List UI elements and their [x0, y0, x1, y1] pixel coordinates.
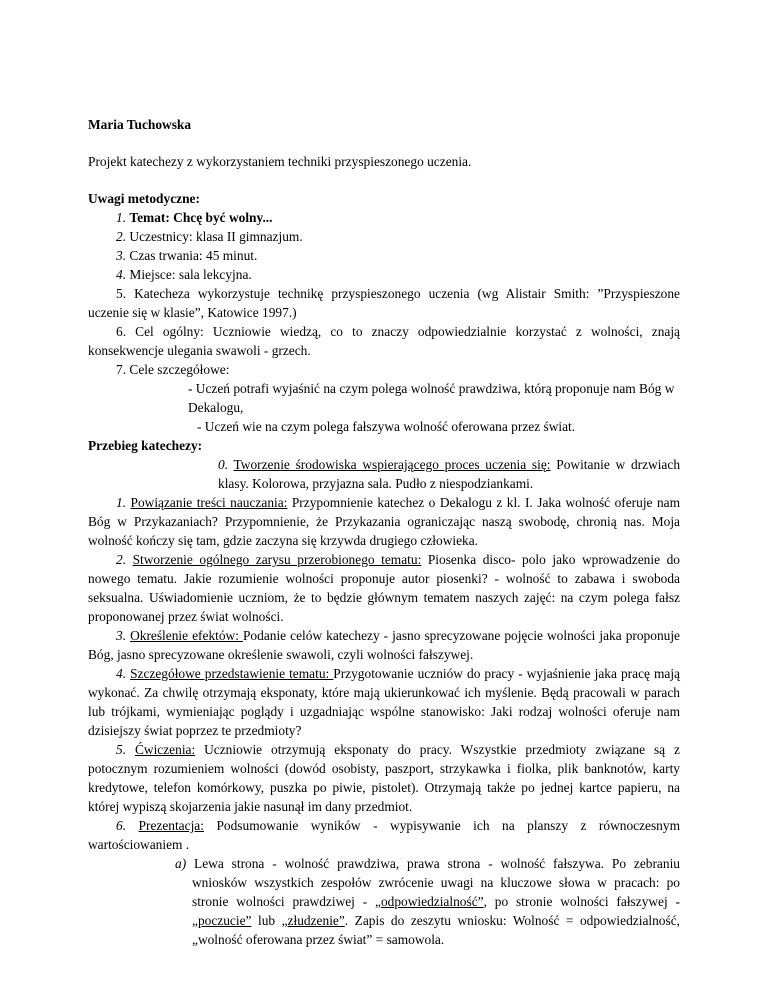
note-7: 7. Cele szczegółowe:	[116, 362, 230, 377]
step-0: 0. Tworzenie środowiska wspierającego proces uczenia się: Powitanie w drzwiach klasy. Kolorowa, przyjazna sala. Pudło z niespodziankami.	[218, 457, 681, 491]
goal-2: - Uczeń wie na czym polega fałszywa wolność oferowana przez świat.	[197, 419, 576, 434]
course-heading: Przebieg katechezy:	[88, 438, 203, 453]
step-1: 1. Powiązanie treści nauczania: Przypomnienie katechez o Dekalogu z kl. I. Jaka wolność oferuje nam Bóg w Przykazaniach? Przypomnienie, że Przykazania ograniczając naszą swobodę, chronią nas. Moja wolność kończy się tam, gdzie zaczyna się krzywda drugiego człowieka.	[88, 495, 680, 548]
notes-heading: Uwagi metodyczne:	[88, 191, 200, 206]
sub-item-a: a) Lewa strona - wolność prawdziwa, prawa strona - wolność fałszywa. Po zebraniu wniosków wszystkich zespołów zwrócenie uwagi na kluczowe słowa w pracach: po stronie wolności prawdziwej - „odpowiedzialność”, po stronie wolności fałszywej - „poczucie” lub „złudzenie”. Zapis do zeszytu wniosku: Wolność = odpowiedzialność, „wolność oferowana przez świat” = samowola.	[175, 856, 681, 947]
note-6: 6. Cel ogólny: Uczniowie wiedzą, co to znaczy odpowiedzialnie korzystać z wolności, znają konsekwencje ulegania swawoli - grzech.	[88, 324, 680, 358]
step-2: 2. Stworzenie ogólnego zarysu przerobionego tematu: Piosenka disco- polo jako wprowadzenie do nowego tematu. Jakie rozumienie wolności proponuje autor piosenki? - wolność to zabawa i swoboda seksualna. Uświadomienie uczniom, że to będzie głównym tematem naszych zajęć: na czym polega fałsz proponowanej przez świat wolności.	[88, 552, 680, 624]
step-6: 6. Prezentacja: Podsumowanie wyników - wypisywanie ich na planszy z równoczesnym wartościowaniem .	[88, 818, 680, 852]
note-3: 3. Czas trwania: 45 minut.	[116, 248, 258, 263]
step-3: 3. Określenie efektów: Podanie celów katechezy - jasno sprecyzowane pojęcie wolności jaka proponuje Bóg, jasno sprecyzowane określenie swawoli, czyli wolności fałszywej.	[88, 628, 680, 662]
document-page	[88, 115, 680, 949]
note-4: 4. Miejsce: sala lekcyjna.	[116, 267, 252, 282]
note-2: 2. Uczestnicy: klasa II gimnazjum.	[116, 229, 303, 244]
step-5: 5. Ćwiczenia: Uczniowie otrzymują eksponaty do pracy. Wszystkie przedmioty związane są z potocznym rozumieniem wolności (dowód osobisty, paszport, strzykawka i fiolka, plik banknotów, karty kredytowe, telefon komórkowy, puszka po piwie, pistolet). Otrzymają także po jednej kartce papieru, na której wypiszą skojarzenia jakie nasunął im dany przedmiot.	[88, 742, 680, 814]
note-5: 5. Katecheza wykorzystuje technikę przyspieszonego uczenia (wg Alistair Smith: ”Przyspieszone uczenie się w klasie”, Katowice 1997.)	[88, 286, 680, 320]
goal-1: - Uczeń potrafi wyjaśnić na czym polega wolność prawdziwa, którą proponuje nam Bóg w Dekalogu,	[188, 381, 675, 415]
step-4: 4. Szczegółowe przedstawienie tematu: Przygotowanie uczniów do pracy - wyjaśnienie jaka pracę mają wykonać. Za chwilę otrzymają eksponaty, które mają ukierunkować ich myślenie. Będą pracowali w parach lub trójkami, wymieniając poglądy i uzgadniając wspólne stanowisko: Jaki rodzaj wolności oferuje nam dzisiejszy świat poprzez te przedmioty?	[88, 666, 680, 738]
author-name: Maria Tuchowska	[88, 117, 192, 132]
document-subtitle: Projekt katechezy z wykorzystaniem techniki przyspieszonego uczenia.	[88, 154, 472, 169]
note-1: 1. Temat: Chcę być wolny...	[116, 210, 273, 225]
